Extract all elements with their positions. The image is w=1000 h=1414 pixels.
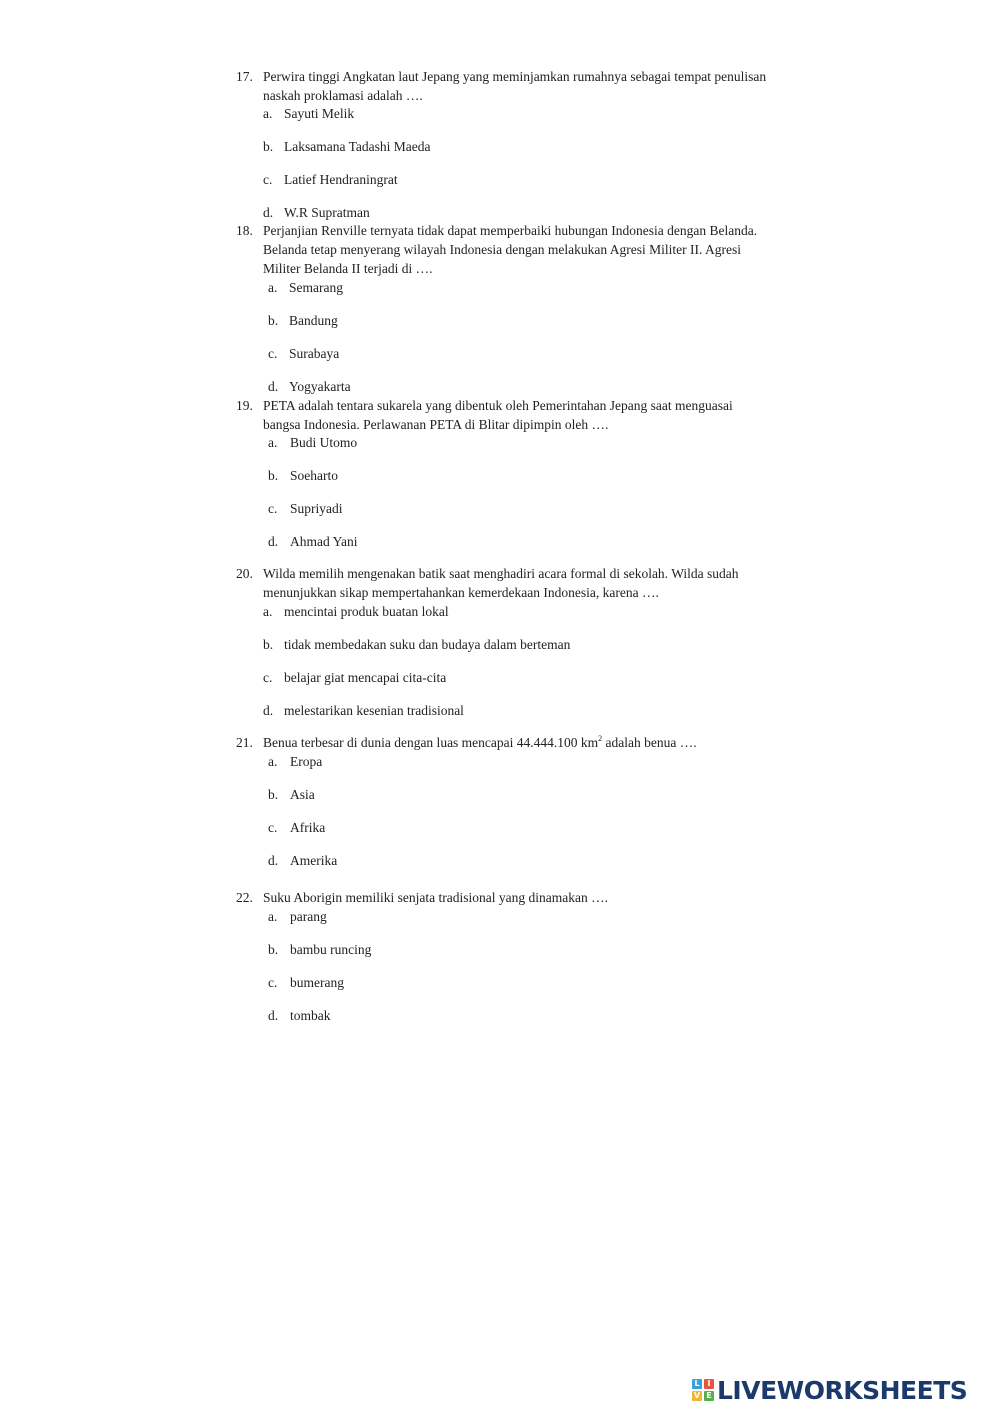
question-text: Perwira tinggi Angkatan laut Jepang yang meminjamkan rumahnya sebagai tempat penulisan <box>263 69 767 84</box>
question-number: 18. <box>236 223 253 238</box>
question-number: 19. <box>236 398 253 413</box>
logo-mark-icon <box>692 1379 714 1401</box>
question-text: PETA adalah tentara sukarela yang dibentuk oleh Pemerintahan Jepang saat menguasai <box>263 398 733 413</box>
question-text: bangsa Indonesia. Perlawanan PETA di Blitar dipimpin oleh …. <box>263 417 609 432</box>
question-number: 22. <box>236 890 253 905</box>
logo-mark-tile: L <box>692 1379 702 1389</box>
question-number: 17. <box>236 69 253 84</box>
question-text: Benua terbesar di dunia dengan luas mencapai 44.444.100 $km^2$ adalah benua …. <box>263 734 697 750</box>
question-text: Perjanjian Renville ternyata tidak dapat memperbaiki hubungan Indonesia dengan Belanda. <box>263 223 758 238</box>
question-text: menunjukkan sikap mempertahankan kemerdekaan Indonesia, karena …. <box>263 585 659 600</box>
question-text: naskah proklamasi adalah …. <box>263 88 423 103</box>
logo-mark-tile: V <box>693 1391 701 1400</box>
question-number: 21. <box>236 735 253 750</box>
question-text: Militer Belanda II terjadi di …. <box>263 261 433 276</box>
logo-text: LIVEWORKSHEETS <box>717 1375 968 1405</box>
question-text: Wilda memilih mengenakan batik saat menghadiri acara formal di sekolah. Wilda sudah <box>263 566 739 581</box>
superscript: 2 <box>598 734 603 743</box>
logo-mark-tile: I <box>704 1379 714 1389</box>
logo-mark-tile: E <box>704 1391 714 1401</box>
question-text: Belanda tetap menyerang wilayah Indonesia dengan melakukan Agresi Militer II. Agresi <box>263 242 741 257</box>
question-text: Suku Aborigin memiliki senjata tradisional yang dinamakan …. <box>263 890 608 905</box>
liveworksheets-logo[interactable] <box>692 1375 967 1405</box>
question-number: 20. <box>236 566 253 581</box>
